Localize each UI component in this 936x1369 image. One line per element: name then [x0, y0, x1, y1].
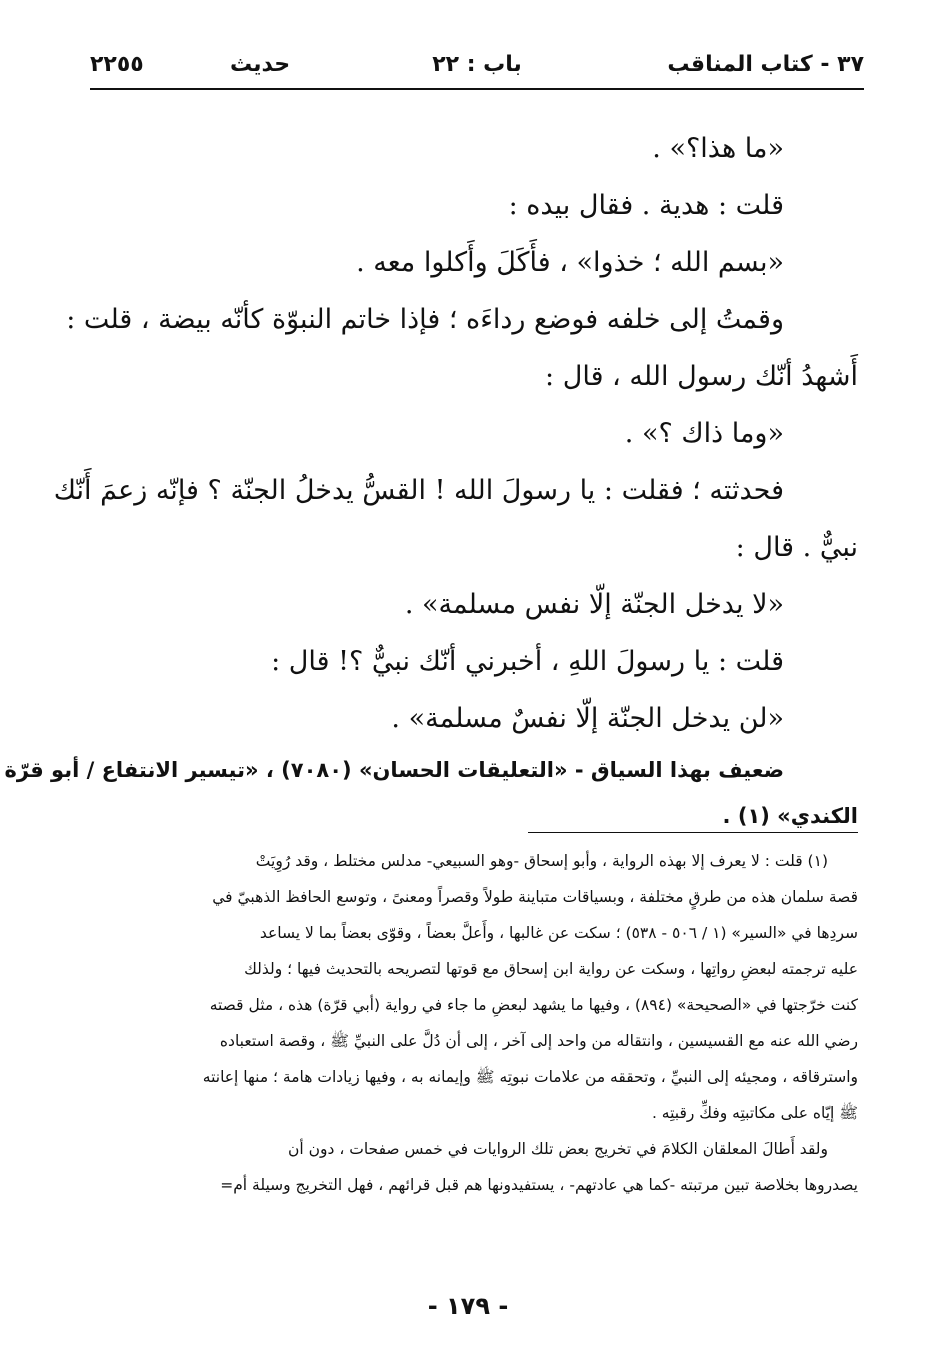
text-line: «لن يدخل الجنّة إلّا نفسٌ مسلمة» .	[391, 703, 784, 734]
footnote-line: كنت خرّجتها في «الصحيحة» (٨٩٤) ، وفيها ما يشهد لبعضِ ما جاء في رواية (أبي قرّة) هذه ، مثل قصته	[209, 996, 858, 1014]
text-line: قلت : هدية . فقال بيده :	[508, 190, 784, 221]
text-line: قلت : يا رسولَ اللهِ ، أخبرني أنّك نبيٌّ ؟! قال :	[271, 646, 784, 677]
text-line: «ما هذا؟» .	[652, 133, 784, 164]
hadith-number: ٢٢٥٥	[90, 52, 144, 77]
running-header	[90, 48, 864, 90]
footnote-separator	[528, 832, 858, 833]
grading-line: الكندي» (١) .	[722, 804, 858, 828]
text-line: «وما ذاك ؟» .	[624, 418, 784, 449]
footnote-line: رضي الله عنه مع القسيسين ، وانتقاله من واحد إلى آخر ، إلى أن دُلَّ على النبيِّ ﷺ ، وقصة استعباده	[219, 1032, 858, 1050]
chapter-label: باب : ٢٢	[432, 52, 522, 77]
footnotes	[86, 843, 858, 1203]
text-line: «بسم الله ؛ خذوا» ، فأَكَلَ وأَكلوا معه .	[356, 247, 784, 278]
hadith-label: حديث	[230, 52, 291, 77]
footnote-line: قصة سلمان هذه من طرقٍ مختلفة ، وبسياقات متباينة طولاً وقصراً ومعنىً ، وتوسع الحافظ الذهبيّ في	[212, 888, 858, 906]
main-text	[4, 120, 858, 839]
grading-line: ضعيف بهذا السياق - «التعليقات الحسان» (٧٠٨٠) ، «تيسير الانتفاع / أبو قرّة	[4, 758, 784, 782]
footnote-line: يصدروها بخلاصة تبين مرتبته -كما هي عادتهم- ، يستفيدونها هم قبل قرائهم ، فهل التخريج وسيلة أم=	[220, 1176, 858, 1194]
footnote-line: واسترقاقه ، ومجيئه إلى النبيِّ ، وتحققه من علامات نبوتِه ﷺ وإيمانه به ، وفيها زيادات هامة ؛ منها إعانته	[202, 1068, 858, 1086]
text-line: فحدثته ؛ فقلت : يا رسولَ الله ! القسُّ يدخلُ الجنّة ؟ فإنّه زعمَ أَنّك	[53, 475, 784, 506]
page-number: - ١٧٩ -	[427, 1292, 509, 1320]
book-title: ٣٧ - كتاب المناقب	[667, 52, 864, 77]
footnote-line: ﷺ إيّاه على مكاتبتِه وفكِّ رقبتِه .	[651, 1104, 858, 1122]
footnote-line: سردِها في «السير» (١ / ٥٠٦ - ٥٣٨) ؛ سكت عن غالبها ، وأَعلَّ بعضاً ، وقوّى بعضاً بما لا يساعد	[259, 924, 858, 942]
text-line: أَشهدُ أنّك رسول الله ، قال :	[545, 361, 858, 392]
text-line: «لا يدخل الجنّة إلّا نفس مسلمة» .	[404, 589, 784, 620]
footnote-line: ولقد أَطالَ المعلقان الكلامَ في تخريج بعض تلك الروايات في خمس صفحات ، دون أن	[288, 1140, 828, 1158]
footnote-line: عليه ترجمته لبعضِ رواتِها ، وسكت عن رواية ابن إسحاق مع قوتها لتصريحه بالتحديث فيها ؛ ولذلك	[244, 960, 858, 978]
text-line: وقمتُ إلى خلفه فوضع رداءَه ؛ فإذا خاتم النبوّة كأنّه بيضة ، قلت :	[66, 304, 784, 335]
footnote-line: (١) قلت : لا يعرف إلا بهذه الرواية ، وأبو إسحاق -وهو السبيعي- مدلس مختلط ، وقد رُوِيَتْ	[255, 852, 828, 870]
text-line: نبيٌّ . قال :	[735, 532, 858, 563]
